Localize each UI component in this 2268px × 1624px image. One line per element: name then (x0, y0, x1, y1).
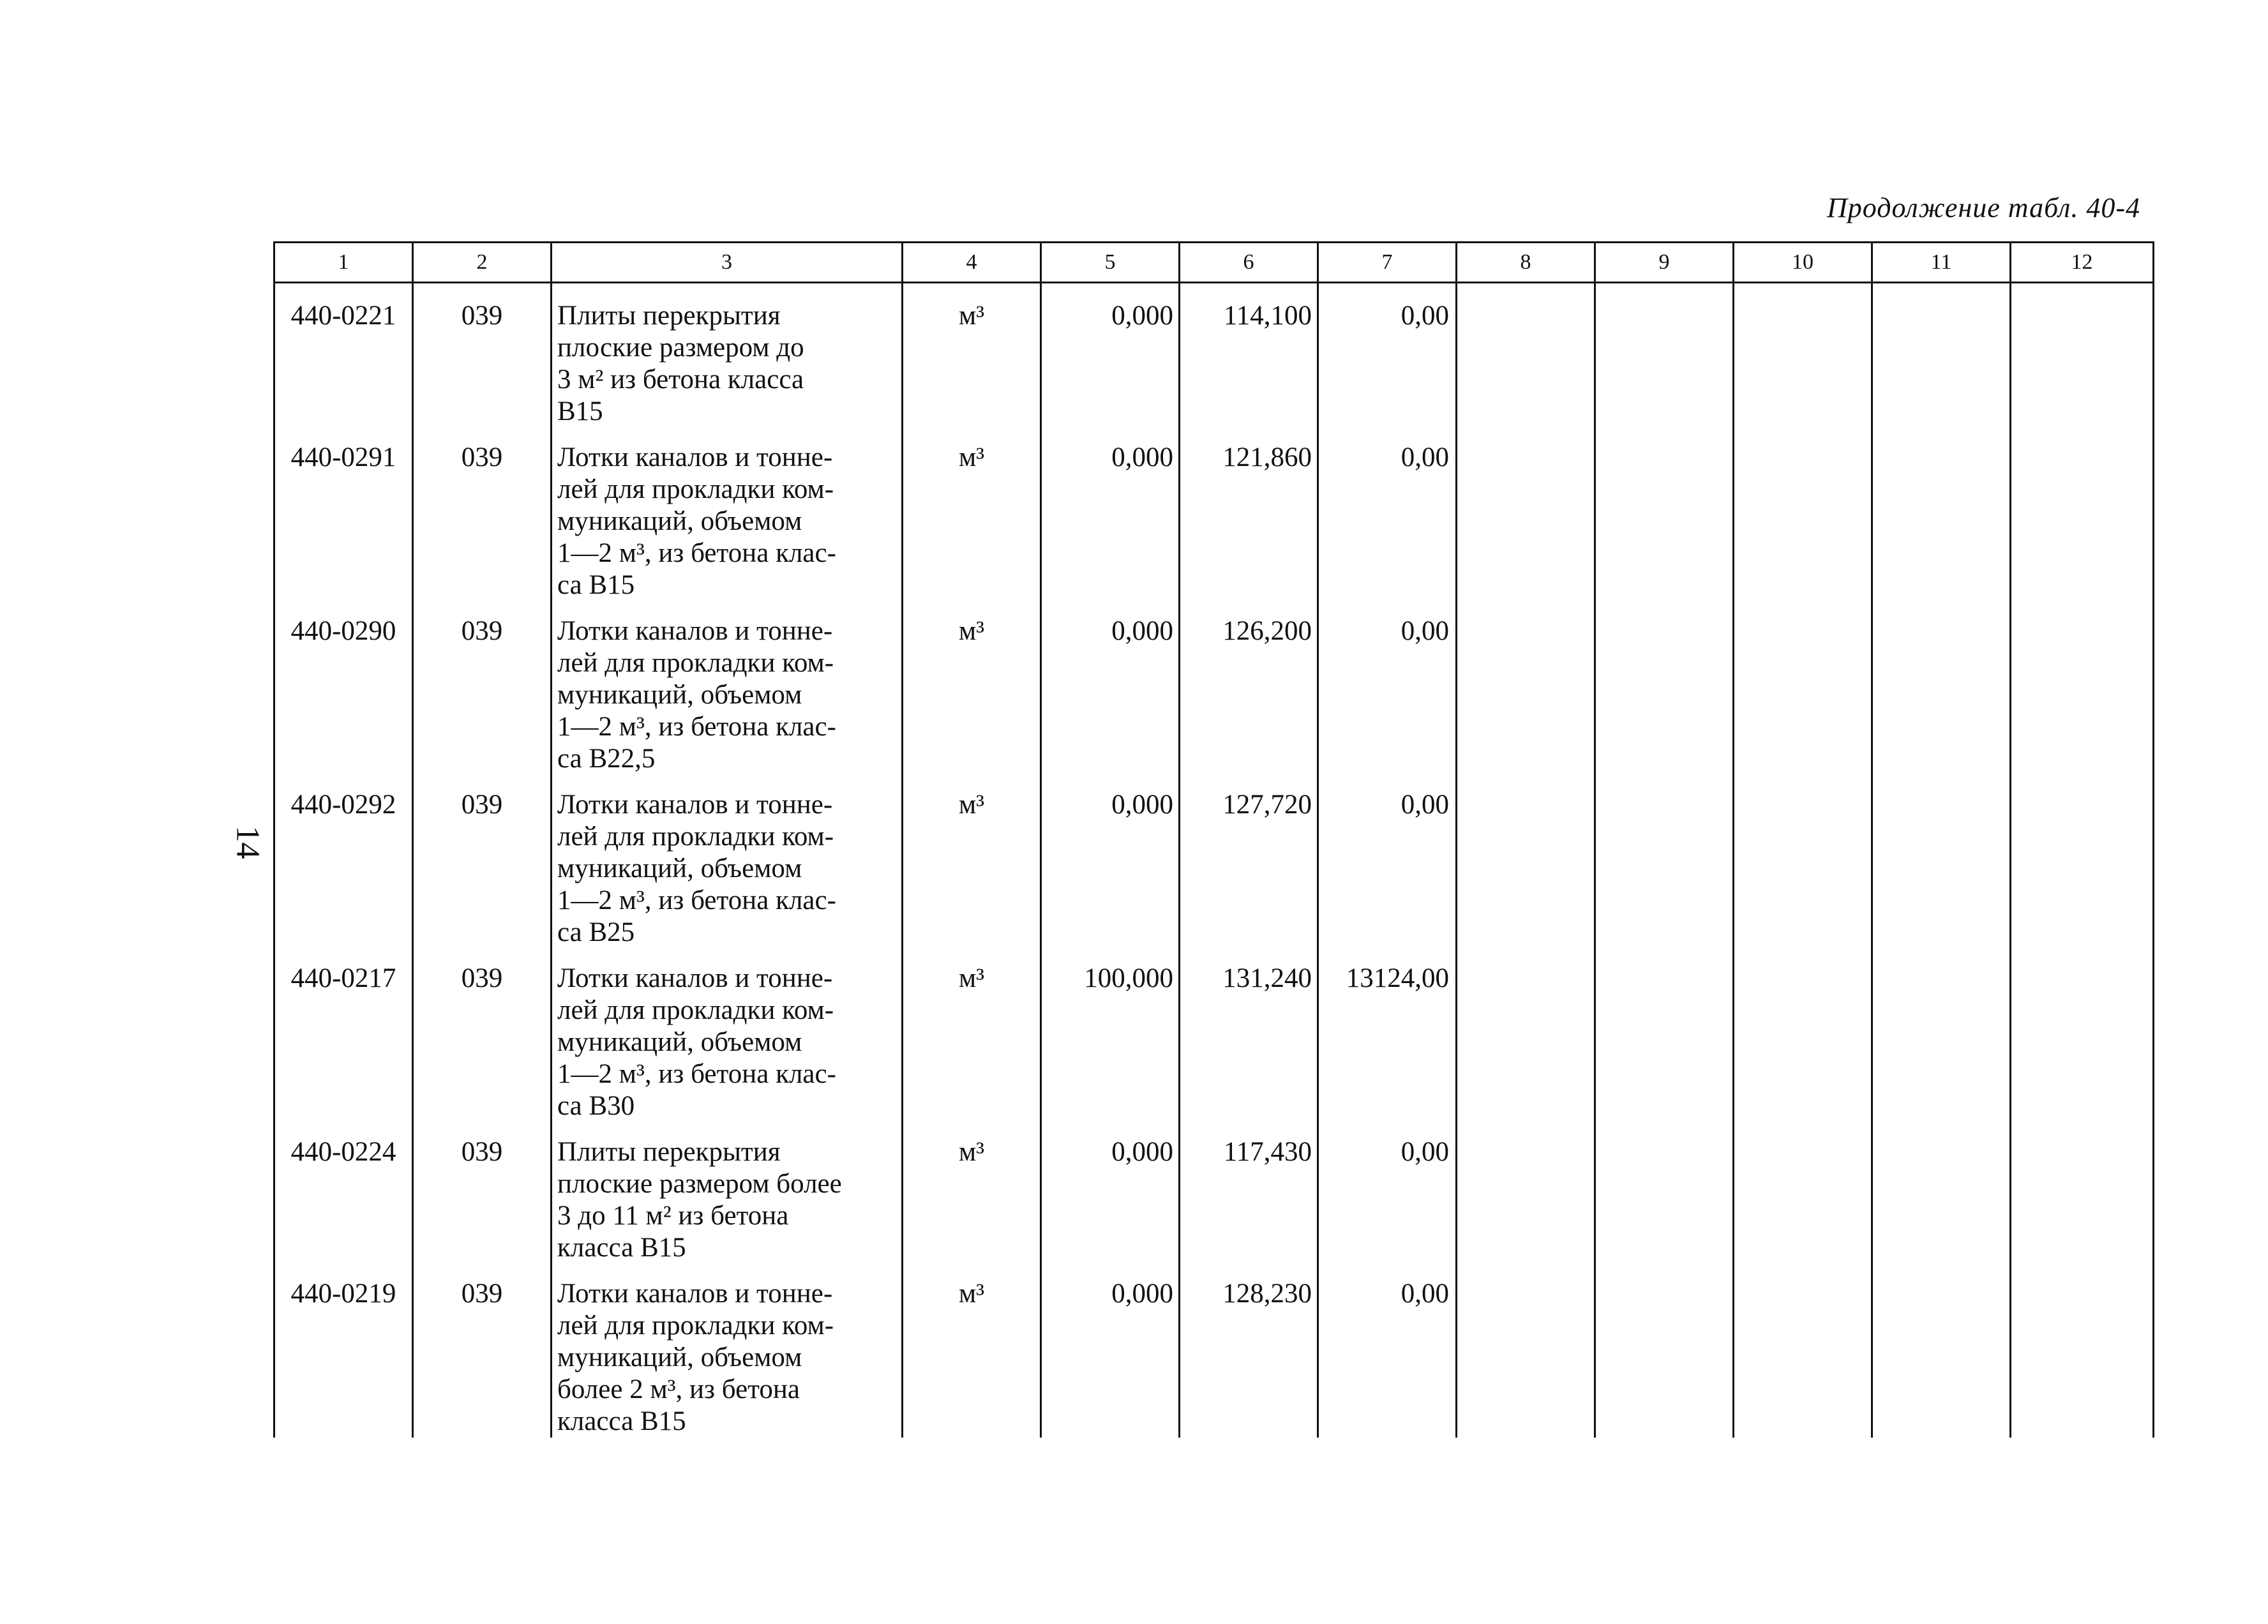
empty-cell (1872, 949, 2011, 1122)
material-code-cell: 440-0224 (274, 1122, 413, 1264)
empty-cell (1595, 1264, 1734, 1438)
column-header: 1 (274, 243, 413, 283)
unit-cell: м³ (903, 601, 1041, 775)
table-row (274, 283, 2154, 428)
empty-cell (1734, 775, 1872, 949)
price-cell: 128,230 (1180, 1264, 1318, 1438)
material-code-cell: 440-0291 (274, 428, 413, 601)
empty-cell (1595, 949, 1734, 1122)
amount-cell: 13124,00 (1318, 949, 1457, 1122)
reference-code-cell: 039 (413, 283, 552, 428)
price-table (273, 241, 2154, 1438)
unit-cell: м³ (903, 949, 1041, 1122)
empty-cell (1595, 601, 1734, 775)
description-cell: Лотки каналов и тонне- лей для прокладки ком- муникаций, объемом более 2 м³, из бетона класса В15 (552, 1264, 903, 1438)
table-caption: Продолжение табл. 40-4 (1827, 192, 2140, 223)
column-header: 8 (1457, 243, 1595, 283)
empty-cell (1595, 428, 1734, 601)
table-row (274, 949, 2154, 1122)
quantity-cell: 0,000 (1041, 428, 1180, 601)
empty-cell (1734, 1264, 1872, 1438)
empty-cell (2011, 1264, 2154, 1438)
empty-cell (2011, 1122, 2154, 1264)
table-row (274, 775, 2154, 949)
description-cell: Лотки каналов и тонне- лей для прокладки ком- муникаций, объемом 1—2 м³, из бетона клас- са В15 (552, 428, 903, 601)
empty-cell (2011, 601, 2154, 775)
empty-cell (1595, 775, 1734, 949)
empty-cell (1872, 1264, 2011, 1438)
empty-cell (2011, 775, 2154, 949)
unit-cell: м³ (903, 428, 1041, 601)
empty-cell (1872, 775, 2011, 949)
description-cell: Лотки каналов и тонне- лей для прокладки ком- муникаций, объемом 1—2 м³, из бетона клас- са В30 (552, 949, 903, 1122)
column-header: 10 (1734, 243, 1872, 283)
material-code-cell: 440-0221 (274, 283, 413, 428)
empty-cell (1734, 1122, 1872, 1264)
description-cell: Лотки каналов и тонне- лей для прокладки ком- муникаций, объемом 1—2 м³, из бетона клас- са В25 (552, 775, 903, 949)
empty-cell (1457, 1264, 1595, 1438)
column-header: 11 (1872, 243, 2011, 283)
price-cell: 126,200 (1180, 601, 1318, 775)
material-code-cell: 440-0217 (274, 949, 413, 1122)
column-header: 4 (903, 243, 1041, 283)
column-header: 6 (1180, 243, 1318, 283)
empty-cell (2011, 283, 2154, 428)
empty-cell (1734, 949, 1872, 1122)
price-cell: 121,860 (1180, 428, 1318, 601)
reference-code-cell: 039 (413, 428, 552, 601)
material-code-cell: 440-0219 (274, 1264, 413, 1438)
amount-cell: 0,00 (1318, 1122, 1457, 1264)
quantity-cell: 0,000 (1041, 1264, 1180, 1438)
material-code-cell: 440-0290 (274, 601, 413, 775)
description-cell: Плиты перекрытия плоские размером до 3 м² из бетона класса В15 (552, 283, 903, 428)
reference-code-cell: 039 (413, 1264, 552, 1438)
table-row (274, 428, 2154, 601)
empty-cell (1872, 1122, 2011, 1264)
unit-cell: м³ (903, 775, 1041, 949)
reference-code-cell: 039 (413, 601, 552, 775)
page-number: 14 (229, 825, 266, 859)
table-body (274, 283, 2154, 1438)
empty-cell (1734, 428, 1872, 601)
table-row (274, 1264, 2154, 1438)
column-header: 5 (1041, 243, 1180, 283)
empty-cell (1457, 601, 1595, 775)
empty-cell (1872, 428, 2011, 601)
empty-cell (1734, 283, 1872, 428)
material-code-cell: 440-0292 (274, 775, 413, 949)
empty-cell (1595, 283, 1734, 428)
price-cell: 131,240 (1180, 949, 1318, 1122)
quantity-cell: 0,000 (1041, 775, 1180, 949)
amount-cell: 0,00 (1318, 1264, 1457, 1438)
amount-cell: 0,00 (1318, 601, 1457, 775)
reference-code-cell: 039 (413, 1122, 552, 1264)
empty-cell (1734, 601, 1872, 775)
empty-cell (1457, 283, 1595, 428)
price-cell: 127,720 (1180, 775, 1318, 949)
description-cell: Лотки каналов и тонне- лей для прокладки ком- муникаций, объемом 1—2 м³, из бетона клас- са В22,5 (552, 601, 903, 775)
unit-cell: м³ (903, 1264, 1041, 1438)
column-number-row (274, 243, 2154, 283)
reference-code-cell: 039 (413, 949, 552, 1122)
quantity-cell: 0,000 (1041, 1122, 1180, 1264)
table-row (274, 601, 2154, 775)
quantity-cell: 0,000 (1041, 283, 1180, 428)
amount-cell: 0,00 (1318, 775, 1457, 949)
reference-code-cell: 039 (413, 775, 552, 949)
empty-cell (2011, 949, 2154, 1122)
empty-cell (1595, 1122, 1734, 1264)
column-header: 9 (1595, 243, 1734, 283)
empty-cell (1457, 428, 1595, 601)
empty-cell (1872, 283, 2011, 428)
amount-cell: 0,00 (1318, 428, 1457, 601)
unit-cell: м³ (903, 283, 1041, 428)
description-cell: Плиты перекрытия плоские размером более 3 до 11 м² из бетона класса В15 (552, 1122, 903, 1264)
unit-cell: м³ (903, 1122, 1041, 1264)
empty-cell (1457, 949, 1595, 1122)
column-header: 3 (552, 243, 903, 283)
price-cell: 114,100 (1180, 283, 1318, 428)
empty-cell (1872, 601, 2011, 775)
amount-cell: 0,00 (1318, 283, 1457, 428)
column-header: 12 (2011, 243, 2154, 283)
empty-cell (2011, 428, 2154, 601)
quantity-cell: 0,000 (1041, 601, 1180, 775)
empty-cell (1457, 1122, 1595, 1264)
empty-cell (1457, 775, 1595, 949)
column-header: 2 (413, 243, 552, 283)
table-row (274, 1122, 2154, 1264)
price-cell: 117,430 (1180, 1122, 1318, 1264)
quantity-cell: 100,000 (1041, 949, 1180, 1122)
column-header: 7 (1318, 243, 1457, 283)
